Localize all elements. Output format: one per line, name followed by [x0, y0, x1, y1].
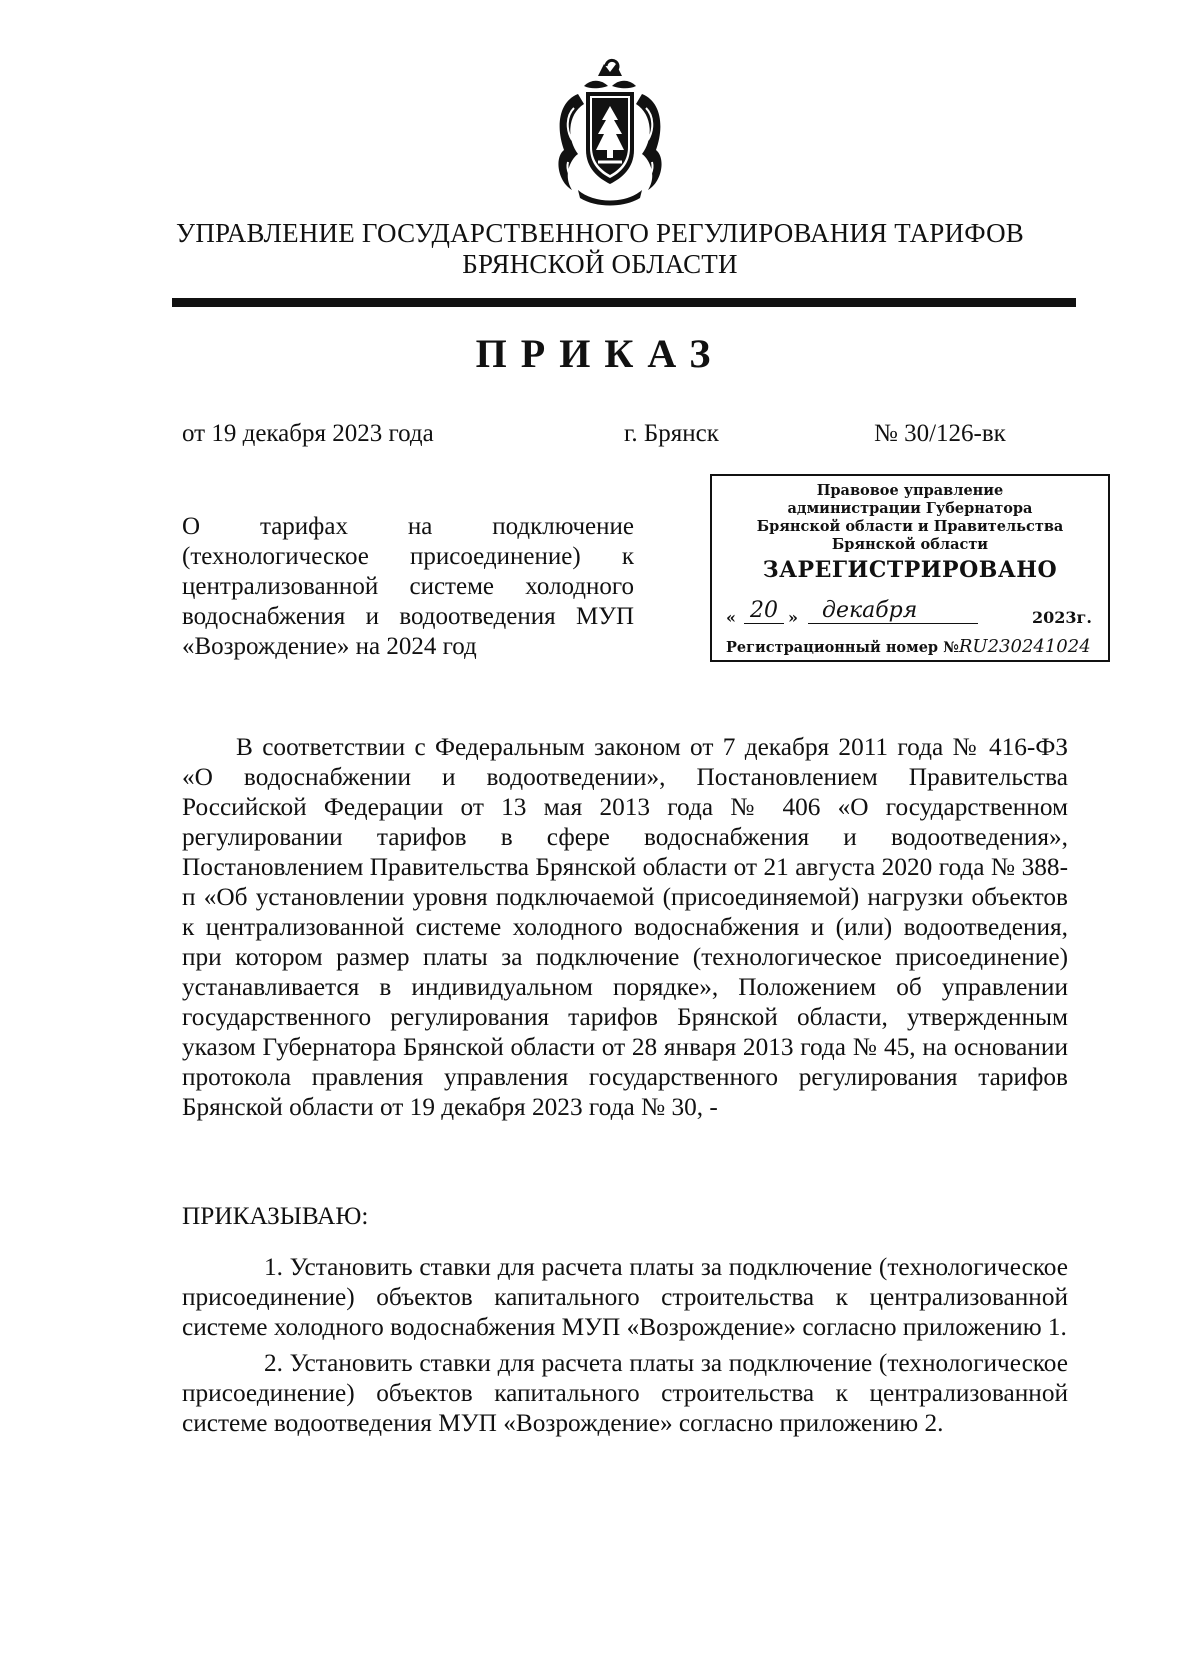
- document-number: № 30/126-вк: [874, 420, 1006, 447]
- stamp-status: ЗАРЕГИСТРИРОВАНО: [762, 557, 1058, 583]
- authority-line-2: БРЯНСКОЙ ОБЛАСТИ: [462, 249, 738, 279]
- authority-line-1: УПРАВЛЕНИЕ ГОСУДАРСТВЕННОГО РЕГУЛИРОВАНИЯ ТАРИФОВ: [176, 218, 1024, 248]
- registration-stamp: [710, 474, 1110, 662]
- document-city: г. Брянск: [624, 420, 719, 447]
- preamble-paragraph: В соответствии с Федеральным законом от 7 декабря 2011 года № 416-ФЗ «О водоснабжении и водоотведении», Постановлением Правительства Российской Федерации от 13 мая 2013 года № 406 «О государственном регулировании тарифов в сфере водоснабжения и водоотведения», Постановлением Правительства Брянской области от 21 августа 2020 года № 388-п «Об установлении уровня подключаемой (присоединяемой) нагрузки объектов к централизованной системе холодного водоснабжения и (или) водоотведения, при котором размер платы за подключение (технологическое присоединение) устанавливается в индивидуальном порядке», Положением об управлении государственного регулирования тарифов Брянской области, утвержденным указом Губернатора Брянской области от 28 января 2013 года № 45, на основании протокола правления управления государственного регулирования тарифов Брянской области от 19 декабря 2023 года № 30, -: [182, 733, 1068, 1121]
- document-subject: О тарифах на подключение (технологическое присоединение) к централизованной системе холодного водоснабжения и водоотведения МУП «Возрождение» на 2024 год: [182, 513, 634, 660]
- stamp-reg-label: Регистрационный номер №: [726, 639, 959, 656]
- stamp-line-4: Брянской области: [831, 536, 989, 553]
- header-divider: [172, 298, 1076, 307]
- order-heading: ПРИКАЗЫВАЮ:: [182, 1202, 369, 1230]
- stamp-month: декабря: [808, 598, 978, 624]
- stamp-registration-number-line: [726, 636, 1100, 657]
- stamp-quote-open: «: [726, 608, 736, 627]
- stamp-date-line: [726, 598, 1098, 630]
- order-item-1: 1. Установить ставки для расчета платы за подключение (технологическое присоединение) объектов капитального строительства к централизованной системе холодного водоснабжения МУП «Возрождение» согласно приложению 1.: [182, 1253, 1068, 1341]
- order-item-2: 2. Установить ставки для расчета платы за подключение (технологическое присоединение) объектов капитального строительства к централизованной системе водоотведения МУП «Возрождение» согласно приложению 2.: [182, 1349, 1068, 1437]
- stamp-line-3: Брянской области и Правительства: [756, 518, 1064, 535]
- stamp-quote-close: »: [788, 608, 798, 627]
- stamp-year: 2023г.: [1032, 608, 1092, 627]
- stamp-line-1: Правовое управление: [816, 482, 1004, 499]
- stamp-day: 20: [744, 598, 784, 624]
- document-date: от 19 декабря 2023 года: [182, 420, 434, 447]
- order-items: [182, 1252, 1068, 1444]
- issuing-authority: [150, 218, 1050, 280]
- stamp-reg-number: RU230241024: [958, 636, 1091, 657]
- coat-of-arms-icon: [548, 58, 672, 208]
- document-type: ПРИКАЗ: [475, 331, 725, 376]
- stamp-line-2: администрации Губернатора: [787, 500, 1033, 517]
